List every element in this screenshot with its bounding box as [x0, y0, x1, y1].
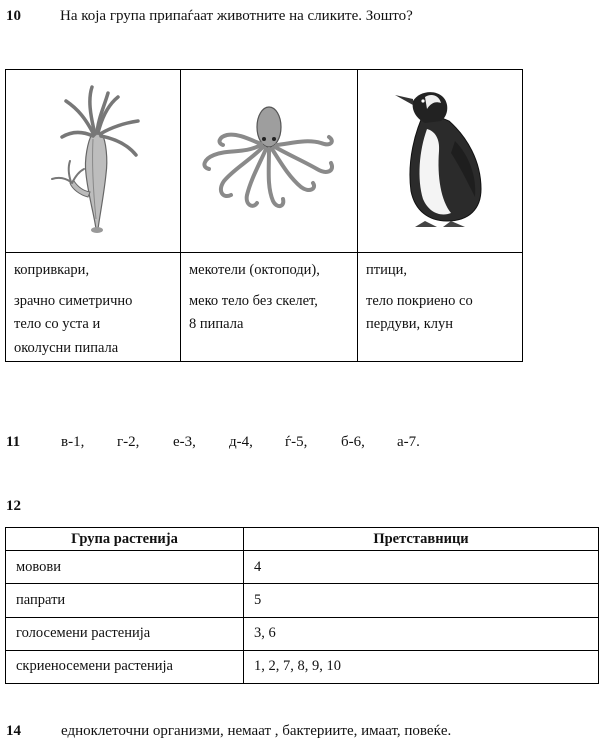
description-line: меко тело без скелет, [189, 293, 318, 310]
answer-item: д-4, [229, 434, 253, 450]
answer-item: ѓ-5, [285, 434, 308, 450]
description-line: пердуви, клун [366, 316, 454, 333]
question-number-14: 14 [6, 723, 21, 739]
representatives-cell: 5 [244, 584, 599, 617]
octopus-cell [181, 70, 358, 253]
table-row [6, 617, 599, 650]
description-line: тело покриено со [366, 293, 473, 310]
question-number-11: 11 [6, 434, 21, 450]
answer-item: в-1, [61, 434, 85, 450]
representatives-cell: 1, 2, 7, 8, 9, 10 [244, 650, 599, 683]
plant-group-cell: папрати [6, 584, 244, 617]
representatives-cell: 4 [244, 551, 599, 584]
representatives-cell: 3, 6 [244, 617, 599, 650]
plant-groups-table [5, 527, 599, 684]
hydra-icon [38, 79, 148, 239]
table-row [6, 584, 599, 617]
molluscs-cell [181, 253, 358, 362]
birds-cell [358, 253, 523, 362]
answer-item: г-2, [117, 434, 140, 450]
description-line: зрачно симетрично [14, 293, 133, 310]
question-10-text: На која група припаѓаат животните на сликите. Зошто? [60, 8, 413, 24]
group-label: копривкари, [14, 262, 90, 278]
answer-item: б-6, [341, 434, 365, 450]
question-number-10: 10 [6, 8, 21, 24]
description-line: тело со уста и [14, 316, 101, 333]
hydra-cell [6, 70, 181, 253]
cnidarians-cell [6, 253, 181, 362]
plant-group-cell: голосемени растенија [6, 617, 244, 650]
animal-table [5, 69, 523, 362]
table-row [6, 551, 599, 584]
description-line: 8 пипала [189, 316, 244, 333]
penguin-cell [358, 70, 523, 253]
description-line: околусни пипала [14, 339, 119, 356]
penguin-icon [385, 81, 495, 236]
column-header: Претставници [244, 528, 599, 551]
table-row [6, 650, 599, 683]
group-label: мекотели (октоподи), [189, 262, 320, 278]
plant-group-cell: скриеносемени растенија [6, 650, 244, 683]
octopus-icon [189, 99, 349, 219]
table-header-row [6, 528, 599, 551]
question-14-answer: едноклеточни организми, немаат , бактериите, имаат, повеќе. [61, 723, 452, 739]
plant-group-cell: мовови [6, 551, 244, 584]
group-label: птици, [366, 262, 408, 278]
answer-item: а-7. [397, 434, 420, 450]
column-header: Група растенија [6, 528, 244, 551]
answer-item: е-3, [173, 434, 196, 450]
question-number-12: 12 [6, 498, 21, 514]
